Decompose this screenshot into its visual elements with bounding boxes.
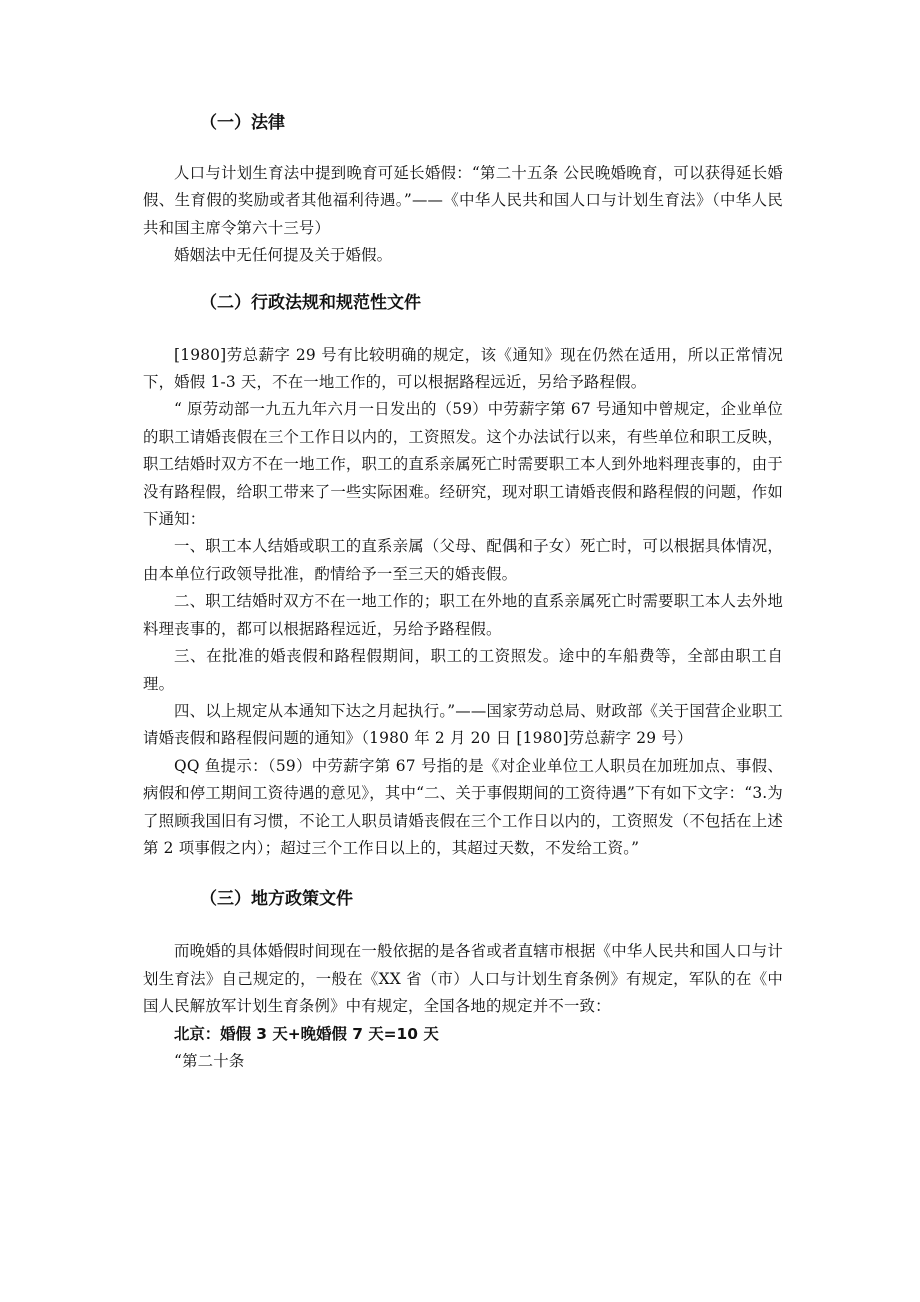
paragraph: 人口与计划生育法中提到晚育可延长婚假：“第二十五条 公民晚婚晚育，可以获得延长婚假、生育假的奖励或者其他福利待遇。”——《中华人民共和国人口与计划生育法》（中华人民共和国主席令第六十三号） <box>143 164 783 237</box>
paragraph-trailing: “第二十条 <box>174 1051 245 1070</box>
document-page <box>143 108 783 1075</box>
section-heading-local-policy: （三）地方政策文件 <box>200 889 353 910</box>
paragraph: QQ 鱼提示：（59）中劳薪字第 67 号指的是《对企业单位工人职员在加班加点、事假、病假和停工期间工资待遇的意见》，其中“二、关于事假期间的工资待遇”下有如下文字：“3.为了照顾我国旧有习惯，不论工人职员请婚丧假在三个工作日以内的，工资照发（不包括在上述第 2 项事假之内）；超过三个工作日以上的，其超过天数，不发给工资。” <box>143 756 783 857</box>
paragraph: “ 原劳动部一九五九年六月一日发出的（59）中劳薪字第 67 号通知中曾规定，企业单位的职工请婚丧假在三个工作日以内的，工资照发。这个办法试行以来，有些单位和职工反映，职工结婚时双方不在一地工作，职工的直系亲属死亡时需要职工本人到外地料理丧事的，由于没有路程假，给职工带来了一些实际困难。经研究，现对职工请婚丧假和路程假的问题，作如下通知： <box>143 400 783 529</box>
paragraph: 三、在批准的婚丧假和路程假期间，职工的工资照发。途中的车船费等，全部由职工自理。 <box>143 647 783 693</box>
beijing-rule-line: 北京：婚假 3 天+晚婚假 7 天=10 天 <box>174 1024 439 1043</box>
paragraph: 一、职工本人结婚或职工的直系亲属（父母、配偶和子女）死亡时，可以根据具体情况，由本单位行政领导批准，酌情给予一至三天的婚丧假。 <box>143 537 783 583</box>
paragraph: 婚姻法中无任何提及关于婚假。 <box>174 246 393 265</box>
paragraph: [1980]劳总薪字 29 号有比较明确的规定，该《通知》现在仍然在适用，所以正常情况下，婚假 1-3 天，不在一地工作的，可以根据路程远近，另给予路程假。 <box>143 345 783 392</box>
section-heading-law: （一）法律 <box>200 113 285 133</box>
paragraph: 而晚婚的具体婚假时间现在一般依据的是各省或者直辖市根据《中华人民共和国人口与计划生育法》自己规定的，一般在《XX 省（市）人口与计划生育条例》有规定，军队的在《中国人民解放军计划生育条例》中有规定，全国各地的规定并不一致： <box>143 942 783 1016</box>
paragraph: 四、以上规定从本通知下达之月起执行。”——国家劳动总局、财政部《关于国营企业职工请婚丧假和路程假问题的通知》（1980 年 2 月 20 日 [1980]劳总薪字 29 号） <box>143 701 783 748</box>
section-heading-regulations: （二）行政法规和规范性文件 <box>200 292 421 313</box>
paragraph: 二、职工结婚时双方不在一地工作的；职工在外地的直系亲属死亡时需要职工本人去外地料理丧事的，都可以根据路程远近，另给予路程假。 <box>143 592 783 638</box>
